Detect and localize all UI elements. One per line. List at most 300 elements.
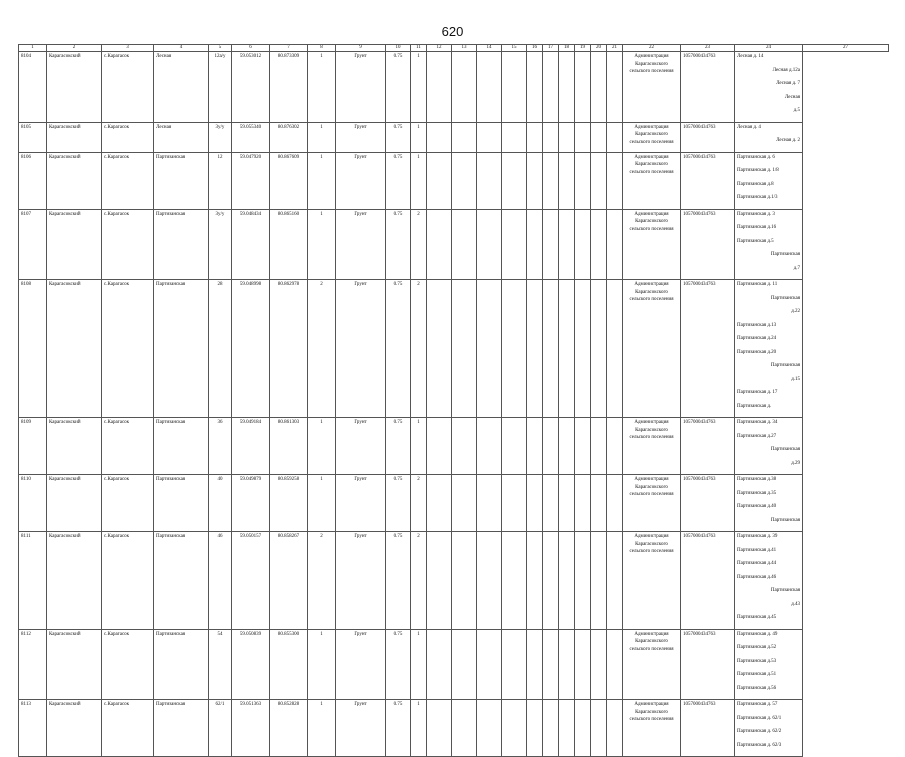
cell-empty	[427, 152, 452, 209]
column-number: 6	[232, 45, 270, 52]
cell-num: 8105	[19, 122, 47, 152]
cell-org: Администрация Карагасокского сельского поселения	[623, 152, 681, 209]
address-line: д.43	[791, 601, 800, 607]
address-line: Партизанская д. 17	[737, 390, 778, 395]
cell-empty	[607, 532, 623, 630]
cell-empty	[502, 52, 527, 123]
cell-empty	[559, 700, 575, 757]
cell-addresses	[735, 475, 803, 532]
cell-district: Карагасокский	[47, 700, 102, 757]
cell-org: Администрация Карагасокского сельского поселения	[623, 209, 681, 280]
table-row	[19, 700, 889, 757]
cell-area: 0.75	[386, 209, 411, 280]
cell-empty	[452, 418, 477, 475]
cell-num: 8110	[19, 475, 47, 532]
cell-empty	[543, 122, 559, 152]
cell-empty	[543, 532, 559, 630]
cell-village: с.Карагасок	[102, 52, 154, 123]
column-number: 3	[102, 45, 154, 52]
table-row	[19, 209, 889, 280]
cell-empty	[502, 280, 527, 418]
address-line: д.5	[793, 108, 800, 113]
cell-district: Карагасокский	[47, 280, 102, 418]
cell-count: 1	[308, 209, 336, 280]
address-line: Партизанская д.40	[737, 504, 777, 509]
cell-lon: 80.858267	[270, 532, 308, 630]
cell-empty	[607, 418, 623, 475]
address-line: Партизанская д.35	[737, 490, 777, 496]
cell-empty	[427, 475, 452, 532]
cell-empty	[591, 280, 607, 418]
cell-addresses	[735, 700, 803, 757]
address-line: Партизанская д. 62/2	[737, 729, 782, 734]
cell-empty	[591, 122, 607, 152]
address-line: Партизанская	[770, 447, 800, 452]
cell-count: 1	[308, 152, 336, 209]
cell-empty	[591, 532, 607, 630]
cell-house: 62/1	[209, 700, 232, 757]
cell-org: Администрация Карагасокского сельского поселения	[623, 418, 681, 475]
cell-street: Партизанская	[154, 152, 209, 209]
cell-empty	[559, 280, 575, 418]
column-number: 4	[154, 45, 209, 52]
address-line: Партизанская д.46	[737, 574, 777, 580]
cell-village: с.Карагасок	[102, 280, 154, 418]
cell-lat: 59.050839	[232, 629, 270, 700]
address-line: Партизанская д.1/3	[737, 195, 778, 200]
address-line: Партизанская д.16	[737, 225, 777, 230]
cell-surface: Грунт	[336, 700, 386, 757]
cell-empty	[502, 152, 527, 209]
cell-district: Карагасокский	[47, 418, 102, 475]
cell-area: 0.75	[386, 629, 411, 700]
address-line: Партизанская д.56	[737, 685, 777, 691]
cell-empty	[591, 52, 607, 123]
cell-empty	[527, 475, 543, 532]
cell-empty	[543, 152, 559, 209]
cell-empty	[559, 475, 575, 532]
cell-empty	[452, 122, 477, 152]
cell-empty	[452, 209, 477, 280]
cell-empty	[575, 700, 591, 757]
cell-num: 8113	[19, 700, 47, 757]
cell-empty	[502, 700, 527, 757]
column-number: 15	[502, 45, 527, 52]
cell-num: 8104	[19, 52, 47, 123]
column-number: 16	[527, 45, 543, 52]
cell-lon: 80.865160	[270, 209, 308, 280]
column-number: 9	[336, 45, 386, 52]
cell-empty	[527, 52, 543, 123]
cell-empty	[502, 122, 527, 152]
cell-addresses	[735, 532, 803, 630]
registry-table	[18, 44, 889, 757]
address-line: Партизанская д.52	[737, 645, 777, 650]
cell-empty	[591, 418, 607, 475]
cell-org: Администрация Карагасокского сельского поселения	[623, 700, 681, 757]
cell-addresses	[735, 418, 803, 475]
cell-empty	[543, 700, 559, 757]
cell-count: 1	[308, 629, 336, 700]
cell-empty	[575, 475, 591, 532]
cell-lat: 59.050157	[232, 532, 270, 630]
cell-empty	[452, 532, 477, 630]
cell-surface: Грунт	[336, 152, 386, 209]
address-line: Партизанская д.13	[737, 322, 777, 328]
address-line: Лесная д.12а	[772, 67, 800, 73]
cell-surface: Грунт	[336, 629, 386, 700]
cell-count: 1	[308, 122, 336, 152]
column-number: 2	[47, 45, 102, 52]
cell-empty	[543, 209, 559, 280]
address-line: Лесная д. 2	[776, 138, 800, 143]
address-line: Партизанская д. 39	[737, 534, 778, 539]
cell-empty	[427, 52, 452, 123]
address-line: Лесная д. 7	[776, 81, 800, 86]
cell-org: Администрация Карагасокского сельского поселения	[623, 280, 681, 418]
cell-empty	[543, 52, 559, 123]
address-line: Партизанская д. 1/8	[737, 168, 779, 173]
cell-empty	[527, 209, 543, 280]
cell-district: Карагасокский	[47, 475, 102, 532]
address-line: Партизанская д.51	[737, 672, 777, 677]
cell-empty	[559, 532, 575, 630]
cell-containers: 2	[411, 209, 427, 280]
cell-addresses	[735, 152, 803, 209]
column-number: 5	[209, 45, 232, 52]
cell-surface: Грунт	[336, 475, 386, 532]
address-line: Партизанская	[770, 295, 800, 301]
cell-count: 1	[308, 418, 336, 475]
address-line: Лесная д. 14	[737, 54, 764, 59]
cell-empty	[591, 209, 607, 280]
cell-empty	[477, 700, 502, 757]
cell-containers: 1	[411, 152, 427, 209]
column-number: 17	[543, 45, 559, 52]
column-number: 7	[270, 45, 308, 52]
address-line: Партизанская	[770, 588, 800, 593]
column-number: 13	[452, 45, 477, 52]
cell-house: 3у/у	[209, 209, 232, 280]
address-line: Партизанская д. 6	[737, 154, 775, 160]
cell-org: Администрация Карагасокского сельского поселения	[623, 52, 681, 123]
cell-area: 0.75	[386, 52, 411, 123]
column-number: 27	[803, 45, 889, 52]
column-number: 20	[591, 45, 607, 52]
cell-lat: 59.053012	[232, 52, 270, 123]
cell-inn: 1057000434763	[681, 475, 735, 532]
cell-lon: 80.862978	[270, 280, 308, 418]
address-line: Партизанская д.45	[737, 615, 777, 620]
cell-containers: 2	[411, 532, 427, 630]
cell-empty	[477, 152, 502, 209]
address-line: Партизанская д.44	[737, 561, 777, 566]
cell-containers: 1	[411, 122, 427, 152]
cell-empty	[477, 475, 502, 532]
column-number: 10	[386, 45, 411, 52]
column-number: 19	[575, 45, 591, 52]
cell-inn: 1057000434763	[681, 700, 735, 757]
cell-empty	[502, 532, 527, 630]
cell-containers: 1	[411, 629, 427, 700]
address-line: д.29	[791, 460, 800, 466]
address-line: Партизанская д. 57	[737, 702, 778, 707]
cell-empty	[607, 209, 623, 280]
cell-empty	[452, 152, 477, 209]
cell-lat: 59.047920	[232, 152, 270, 209]
cell-empty	[452, 700, 477, 757]
cell-inn: 1057000434763	[681, 532, 735, 630]
cell-empty	[575, 122, 591, 152]
cell-empty	[502, 418, 527, 475]
column-number: 8	[308, 45, 336, 52]
cell-village: с.Карагасок	[102, 209, 154, 280]
cell-street: Лесная	[154, 122, 209, 152]
cell-empty	[607, 52, 623, 123]
cell-district: Карагасокский	[47, 209, 102, 280]
cell-empty	[427, 418, 452, 475]
cell-lon: 80.859258	[270, 475, 308, 532]
address-line: Партизанская д.20	[737, 349, 777, 355]
cell-district: Карагасокский	[47, 629, 102, 700]
cell-house: 40	[209, 475, 232, 532]
cell-village: с.Карагасок	[102, 532, 154, 630]
cell-district: Карагасокский	[47, 122, 102, 152]
cell-empty	[575, 418, 591, 475]
cell-empty	[543, 280, 559, 418]
address-line: Партизанская д.27	[737, 433, 777, 439]
cell-empty	[452, 52, 477, 123]
cell-street: Партизанская	[154, 280, 209, 418]
cell-num: 8112	[19, 629, 47, 700]
cell-village: с.Карагасок	[102, 152, 154, 209]
cell-inn: 1057000434763	[681, 280, 735, 418]
cell-empty	[527, 122, 543, 152]
table-row	[19, 152, 889, 209]
table-row	[19, 52, 889, 123]
address-line: Партизанская д. 49	[737, 631, 778, 637]
cell-empty	[452, 475, 477, 532]
cell-empty	[427, 280, 452, 418]
cell-num: 8107	[19, 209, 47, 280]
cell-empty	[559, 122, 575, 152]
cell-empty	[591, 475, 607, 532]
cell-containers: 2	[411, 280, 427, 418]
cell-lon: 80.873309	[270, 52, 308, 123]
cell-empty	[477, 418, 502, 475]
cell-empty	[427, 700, 452, 757]
cell-empty	[477, 532, 502, 630]
table-row	[19, 532, 889, 630]
cell-surface: Грунт	[336, 280, 386, 418]
cell-village: с.Карагасок	[102, 629, 154, 700]
column-number: 14	[477, 45, 502, 52]
cell-street: Партизанская	[154, 209, 209, 280]
address-line: Партизанская д. 3	[737, 211, 775, 217]
cell-empty	[427, 122, 452, 152]
address-line: Партизанская д. 11	[737, 282, 778, 287]
address-line: Партизанская	[770, 252, 800, 257]
cell-village: с.Карагасок	[102, 475, 154, 532]
cell-containers: 1	[411, 52, 427, 123]
cell-empty	[452, 280, 477, 418]
cell-lon: 80.852828	[270, 700, 308, 757]
cell-surface: Грунт	[336, 418, 386, 475]
cell-inn: 1057000434763	[681, 629, 735, 700]
table-row	[19, 122, 889, 152]
cell-count: 1	[308, 700, 336, 757]
cell-empty	[502, 209, 527, 280]
address-line: Партизанская д.5	[737, 238, 774, 244]
cell-empty	[427, 532, 452, 630]
address-line: д.22	[791, 309, 800, 314]
cell-empty	[477, 280, 502, 418]
address-line: Партизанская д. 62/1	[737, 715, 782, 721]
cell-village: с.Карагасок	[102, 122, 154, 152]
cell-district: Карагасокский	[47, 152, 102, 209]
cell-org: Администрация Карагасокского сельского поселения	[623, 629, 681, 700]
cell-lon: 80.861303	[270, 418, 308, 475]
cell-empty	[575, 152, 591, 209]
cell-lon: 80.855300	[270, 629, 308, 700]
cell-house: 12а/у	[209, 52, 232, 123]
cell-area: 0.75	[386, 532, 411, 630]
cell-inn: 1057000434763	[681, 122, 735, 152]
cell-village: с.Карагасок	[102, 418, 154, 475]
cell-house: 28	[209, 280, 232, 418]
cell-area: 0.75	[386, 418, 411, 475]
page-number: 620	[441, 24, 464, 39]
cell-empty	[527, 700, 543, 757]
address-line: Партизанская д. 62/3	[737, 742, 782, 748]
cell-empty	[477, 122, 502, 152]
cell-empty	[559, 418, 575, 475]
cell-count: 2	[308, 532, 336, 630]
cell-street: Партизанская	[154, 532, 209, 630]
cell-lon: 80.876302	[270, 122, 308, 152]
address-line: д.7	[793, 265, 800, 271]
cell-district: Карагасокский	[47, 532, 102, 630]
cell-lon: 80.867609	[270, 152, 308, 209]
cell-empty	[559, 152, 575, 209]
cell-count: 1	[308, 52, 336, 123]
cell-house: 12	[209, 152, 232, 209]
cell-empty	[502, 475, 527, 532]
column-number: 24	[735, 45, 803, 52]
cell-empty	[575, 52, 591, 123]
address-line: Партизанская д.8	[737, 181, 774, 187]
cell-addresses	[735, 122, 803, 152]
cell-district: Карагасокский	[47, 52, 102, 123]
cell-empty	[591, 152, 607, 209]
cell-empty	[607, 280, 623, 418]
cell-empty	[559, 209, 575, 280]
table-row	[19, 418, 889, 475]
column-number-row	[19, 45, 889, 52]
cell-street: Партизанская	[154, 700, 209, 757]
address-line: Партизанская д.53	[737, 658, 777, 664]
cell-empty	[527, 532, 543, 630]
cell-surface: Грунт	[336, 52, 386, 123]
column-number: 22	[623, 45, 681, 52]
cell-surface: Грунт	[336, 122, 386, 152]
cell-street: Партизанская	[154, 418, 209, 475]
column-number: 23	[681, 45, 735, 52]
column-number: 11	[411, 45, 427, 52]
cell-empty	[477, 209, 502, 280]
cell-area: 0.75	[386, 122, 411, 152]
column-number: 18	[559, 45, 575, 52]
cell-lat: 59.048434	[232, 209, 270, 280]
cell-empty	[575, 209, 591, 280]
cell-inn: 1057000434763	[681, 52, 735, 123]
registry-body	[19, 45, 889, 757]
cell-surface: Грунт	[336, 209, 386, 280]
cell-area: 0.75	[386, 700, 411, 757]
cell-area: 0.75	[386, 280, 411, 418]
cell-street: Партизанская	[154, 475, 209, 532]
column-number: 12	[427, 45, 452, 52]
cell-count: 1	[308, 475, 336, 532]
cell-village: с.Карагасок	[102, 700, 154, 757]
address-line: Лесная	[784, 94, 800, 100]
cell-empty	[607, 152, 623, 209]
cell-org: Администрация Карагасокского сельского поселения	[623, 122, 681, 152]
cell-num: 8109	[19, 418, 47, 475]
address-line: Партизанская д. 34	[737, 420, 778, 425]
cell-empty	[477, 52, 502, 123]
cell-street: Партизанская	[154, 629, 209, 700]
cell-num: 8111	[19, 532, 47, 630]
cell-empty	[591, 700, 607, 757]
address-line: Партизанская д.	[737, 403, 772, 409]
cell-inn: 1057000434763	[681, 418, 735, 475]
cell-empty	[543, 475, 559, 532]
cell-addresses	[735, 52, 803, 123]
cell-addresses	[735, 280, 803, 418]
cell-num: 8108	[19, 280, 47, 418]
cell-lat: 59.051363	[232, 700, 270, 757]
cell-empty	[607, 475, 623, 532]
address-line: Партизанская д.41	[737, 547, 777, 553]
cell-num: 8106	[19, 152, 47, 209]
cell-street: Лесная	[154, 52, 209, 123]
cell-empty	[575, 532, 591, 630]
cell-lat: 59.048998	[232, 280, 270, 418]
address-line: Партизанская	[770, 517, 800, 523]
cell-lat: 59.049879	[232, 475, 270, 532]
address-line: д.15	[791, 376, 800, 382]
address-line: Лесная д. 4	[737, 124, 761, 130]
cell-empty	[527, 152, 543, 209]
cell-house: 46	[209, 532, 232, 630]
address-line: Партизанская д.24	[737, 336, 777, 341]
cell-containers: 1	[411, 418, 427, 475]
cell-empty	[527, 418, 543, 475]
cell-org: Администрация Карагасокского сельского поселения	[623, 475, 681, 532]
cell-inn: 1057000434763	[681, 152, 735, 209]
cell-empty	[575, 280, 591, 418]
address-line: Партизанская	[770, 363, 800, 368]
column-number: 1	[19, 45, 47, 52]
cell-org: Администрация Карагасокского сельского поселения	[623, 532, 681, 630]
cell-addresses	[735, 209, 803, 280]
cell-house: 36	[209, 418, 232, 475]
cell-inn: 1057000434763	[681, 209, 735, 280]
cell-empty	[427, 209, 452, 280]
cell-surface: Грунт	[336, 532, 386, 630]
cell-house: 54	[209, 629, 232, 700]
